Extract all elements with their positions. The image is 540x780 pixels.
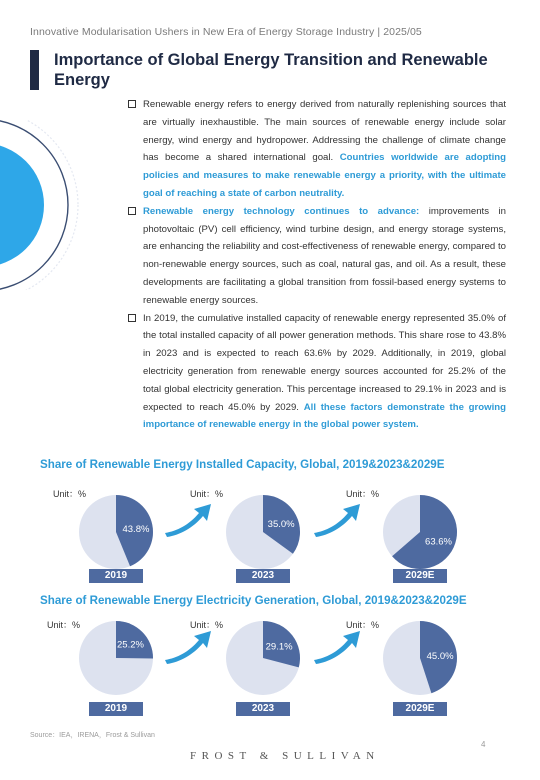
bullet-item bbox=[128, 96, 506, 203]
source-note: Source：IEA，IRENA，Frost & Sullivan bbox=[30, 732, 155, 739]
page-number: 4 bbox=[481, 740, 486, 749]
header-text: Innovative Modularisation Ushers in New Era of Energy Storage Industry | 2025/05 bbox=[30, 26, 422, 38]
bullet-text: improvements in photovoltaic (PV) cell efficiency, wind turbine design, and energy storage systems, are enhancing the reliability and cost-effectiveness of renewable energy, compared to non-renewable energy sources, such as coal, natural gas, and oil. As a result, these developments are facilitating a global transition from fossil-based energy systems to renewable energy sources. bbox=[143, 205, 506, 306]
bullet-item bbox=[128, 310, 506, 435]
bullet-square-icon bbox=[128, 314, 136, 322]
pie-chart-2023 bbox=[224, 493, 302, 571]
pie-value-label: 63.6% bbox=[425, 536, 452, 548]
trend-arrow-icon bbox=[163, 628, 215, 664]
unit-label: Unit：% bbox=[346, 620, 380, 630]
trend-arrow-icon bbox=[163, 501, 215, 537]
pie-value-label: 25.2% bbox=[117, 639, 144, 651]
pie-chart-2019 bbox=[77, 619, 155, 697]
title-accent-bar bbox=[30, 50, 39, 90]
year-label: 2023 bbox=[236, 569, 290, 583]
bullet-square-icon bbox=[128, 100, 136, 108]
unit-label: Unit：% bbox=[190, 489, 224, 499]
year-label: 2029E bbox=[393, 702, 447, 716]
pie-value-label: 45.0% bbox=[426, 650, 454, 662]
pie-value-label: 43.8% bbox=[122, 524, 150, 536]
unit-label: Unit：% bbox=[53, 489, 87, 499]
chart-title-capacity: Share of Renewable Energy Installed Capacity, Global, 2019&2023&2029E bbox=[40, 458, 445, 471]
bullet-square-icon bbox=[128, 207, 136, 215]
bullet-item bbox=[128, 203, 506, 310]
year-label: 2023 bbox=[236, 702, 290, 716]
pie-chart-2019 bbox=[77, 493, 155, 571]
year-label: 2019 bbox=[89, 702, 143, 716]
year-label: 2029E bbox=[393, 569, 447, 583]
decorative-circle bbox=[0, 120, 80, 290]
highlight-text: Renewable energy technology continues to advance: bbox=[143, 205, 420, 217]
unit-label: Unit：% bbox=[190, 620, 224, 630]
chart-title-generation: Share of Renewable Energy Electricity Generation, Global, 2019&2023&2029E bbox=[40, 594, 467, 607]
pie-chart-2023 bbox=[224, 619, 302, 697]
bullet-list bbox=[128, 96, 506, 434]
page-title: Importance of Global Energy Transition and Renewable Energy bbox=[54, 51, 488, 89]
bullet-text: Renewable energy refers to energy derived from naturally replenishing sources that are virtually inexhaustible. The main sources of renewable energy include solar energy, wind energy and hydropower. Addressing the challenge of climate change has become a shared international goal. bbox=[143, 99, 506, 164]
pie-value-label: 35.0% bbox=[267, 518, 295, 530]
highlight-text: Countries worldwide are adopting policies and measures to make renewable energy a priority, with the ultimate goal of reaching a state of carbon neutrality. bbox=[143, 152, 507, 199]
brand-logo: FROST & SULLIVAN bbox=[190, 750, 380, 762]
trend-arrow-icon bbox=[312, 628, 364, 664]
pie-chart-2029E bbox=[381, 493, 459, 571]
pie-value-label: 29.1% bbox=[265, 641, 293, 653]
unit-label: Unit：% bbox=[47, 620, 81, 630]
trend-arrow-icon bbox=[312, 501, 364, 537]
bullet-text: In 2019, the cumulative installed capacity of renewable energy represented 35.0% of the total installed capacity of all power generation methods. This share rose to 43.8% in 2023 and is expected to reach 63.6% by 2029. Additionally, in 2019, global electricity generation from renewable energy sources accounted for 25.2% of the total global electricity generation. This percentage increased to 29.1% in 2023 and is expected to reach 45.0% by 2029. bbox=[143, 312, 506, 413]
year-label: 2019 bbox=[89, 569, 143, 583]
pie-chart-2029E bbox=[381, 619, 459, 697]
unit-label: Unit：% bbox=[346, 489, 380, 499]
highlight-text: All these factors demonstrate the growing importance of renewable energy in the global power system. bbox=[143, 401, 506, 431]
